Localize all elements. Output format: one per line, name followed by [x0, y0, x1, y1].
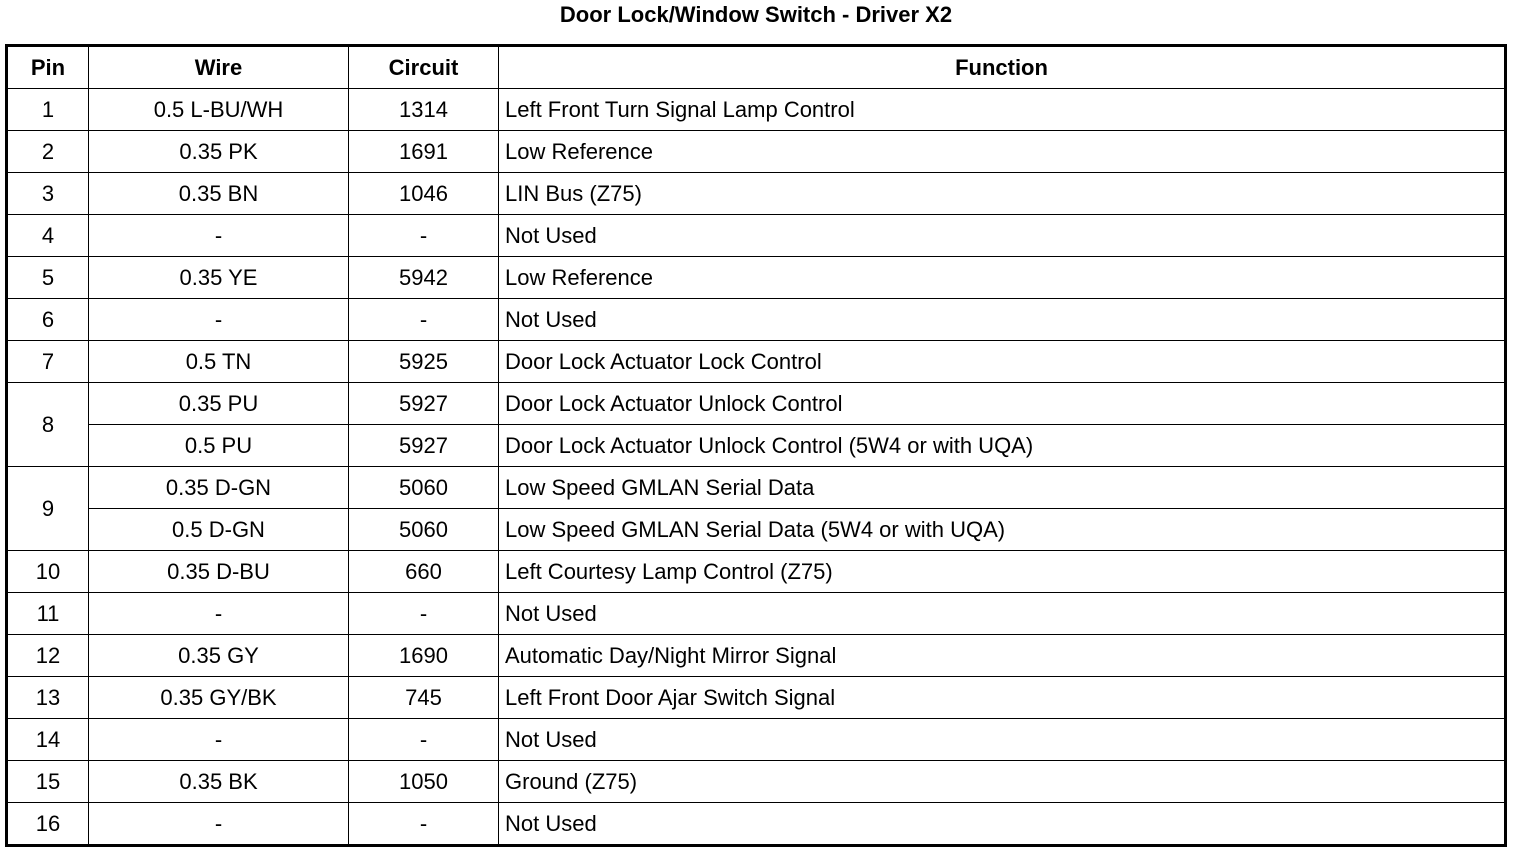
wire-cell: - — [89, 593, 349, 635]
circuit-cell: 745 — [349, 677, 499, 719]
circuit-cell: 1046 — [349, 173, 499, 215]
circuit-cell: - — [349, 215, 499, 257]
circuit-cell: - — [349, 719, 499, 761]
wire-cell: 0.5 PU — [89, 425, 349, 467]
function-cell: Left Courtesy Lamp Control (Z75) — [499, 551, 1506, 593]
circuit-cell: 1314 — [349, 89, 499, 131]
circuit-cell: 1690 — [349, 635, 499, 677]
function-cell: Not Used — [499, 593, 1506, 635]
header-pin: Pin — [7, 46, 89, 89]
function-cell: Door Lock Actuator Lock Control — [499, 341, 1506, 383]
table-row — [7, 257, 1506, 299]
table-row — [7, 635, 1506, 677]
function-cell: Not Used — [499, 719, 1506, 761]
wire-cell: - — [89, 215, 349, 257]
table-row — [7, 299, 1506, 341]
header-circuit: Circuit — [349, 46, 499, 89]
table-header — [7, 46, 1506, 89]
circuit-cell: 5060 — [349, 467, 499, 509]
function-cell: Low Speed GMLAN Serial Data — [499, 467, 1506, 509]
function-cell: Low Reference — [499, 131, 1506, 173]
table-row — [7, 467, 1506, 509]
page-title: Door Lock/Window Switch - Driver X2 — [559, 2, 953, 27]
wire-cell: 0.35 D-BU — [89, 551, 349, 593]
function-cell: Door Lock Actuator Unlock Control — [499, 383, 1506, 425]
function-cell: Left Front Turn Signal Lamp Control — [499, 89, 1506, 131]
table-row — [7, 383, 1506, 425]
wire-cell: - — [89, 719, 349, 761]
table-row — [7, 425, 1506, 467]
function-cell: Ground (Z75) — [499, 761, 1506, 803]
circuit-cell: - — [349, 593, 499, 635]
circuit-cell: - — [349, 803, 499, 846]
pin-cell: 9 — [7, 467, 89, 551]
wire-cell: 0.35 BK — [89, 761, 349, 803]
wire-cell: 0.35 PK — [89, 131, 349, 173]
pin-cell: 3 — [7, 173, 89, 215]
pin-cell: 14 — [7, 719, 89, 761]
circuit-cell: 5927 — [349, 383, 499, 425]
pinout-table — [5, 44, 1507, 847]
table-body — [7, 89, 1506, 846]
function-cell: Automatic Day/Night Mirror Signal — [499, 635, 1506, 677]
function-cell: Not Used — [499, 299, 1506, 341]
pin-cell: 8 — [7, 383, 89, 467]
pin-cell: 5 — [7, 257, 89, 299]
wire-cell: - — [89, 803, 349, 846]
header-row — [7, 46, 1506, 89]
pin-cell: 6 — [7, 299, 89, 341]
header-function: Function — [499, 46, 1506, 89]
table-row — [7, 341, 1506, 383]
pin-cell: 12 — [7, 635, 89, 677]
circuit-cell: 1050 — [349, 761, 499, 803]
circuit-cell: 660 — [349, 551, 499, 593]
wire-cell: 0.35 D-GN — [89, 467, 349, 509]
function-cell: Door Lock Actuator Unlock Control (5W4 or with UQA) — [499, 425, 1506, 467]
circuit-cell: 5060 — [349, 509, 499, 551]
circuit-cell: 1691 — [349, 131, 499, 173]
table-row — [7, 803, 1506, 846]
pin-cell: 2 — [7, 131, 89, 173]
table-row — [7, 677, 1506, 719]
pin-cell: 11 — [7, 593, 89, 635]
wire-cell: 0.35 YE — [89, 257, 349, 299]
function-cell: Low Speed GMLAN Serial Data (5W4 or with UQA) — [499, 509, 1506, 551]
circuit-cell: 5927 — [349, 425, 499, 467]
wire-cell: 0.5 TN — [89, 341, 349, 383]
table-row — [7, 761, 1506, 803]
table-row — [7, 509, 1506, 551]
pin-cell: 13 — [7, 677, 89, 719]
table-row — [7, 593, 1506, 635]
header-wire: Wire — [89, 46, 349, 89]
table-row — [7, 89, 1506, 131]
function-cell: Not Used — [499, 803, 1506, 846]
pin-cell: 7 — [7, 341, 89, 383]
pin-cell: 4 — [7, 215, 89, 257]
function-cell: LIN Bus (Z75) — [499, 173, 1506, 215]
function-cell: Left Front Door Ajar Switch Signal — [499, 677, 1506, 719]
wire-cell: 0.5 L-BU/WH — [89, 89, 349, 131]
wire-cell: 0.35 GY/BK — [89, 677, 349, 719]
function-cell: Low Reference — [499, 257, 1506, 299]
wire-cell: - — [89, 299, 349, 341]
function-cell: Not Used — [499, 215, 1506, 257]
wire-cell: 0.5 D-GN — [89, 509, 349, 551]
wire-cell: 0.35 PU — [89, 383, 349, 425]
circuit-cell: 5925 — [349, 341, 499, 383]
pin-cell: 1 — [7, 89, 89, 131]
pin-cell: 10 — [7, 551, 89, 593]
pin-cell: 15 — [7, 761, 89, 803]
table-row — [7, 719, 1506, 761]
table-row — [7, 215, 1506, 257]
wire-cell: 0.35 BN — [89, 173, 349, 215]
wire-cell: 0.35 GY — [89, 635, 349, 677]
circuit-cell: 5942 — [349, 257, 499, 299]
pin-cell: 16 — [7, 803, 89, 846]
table-row — [7, 551, 1506, 593]
table-row — [7, 131, 1506, 173]
circuit-cell: - — [349, 299, 499, 341]
table-row — [7, 173, 1506, 215]
